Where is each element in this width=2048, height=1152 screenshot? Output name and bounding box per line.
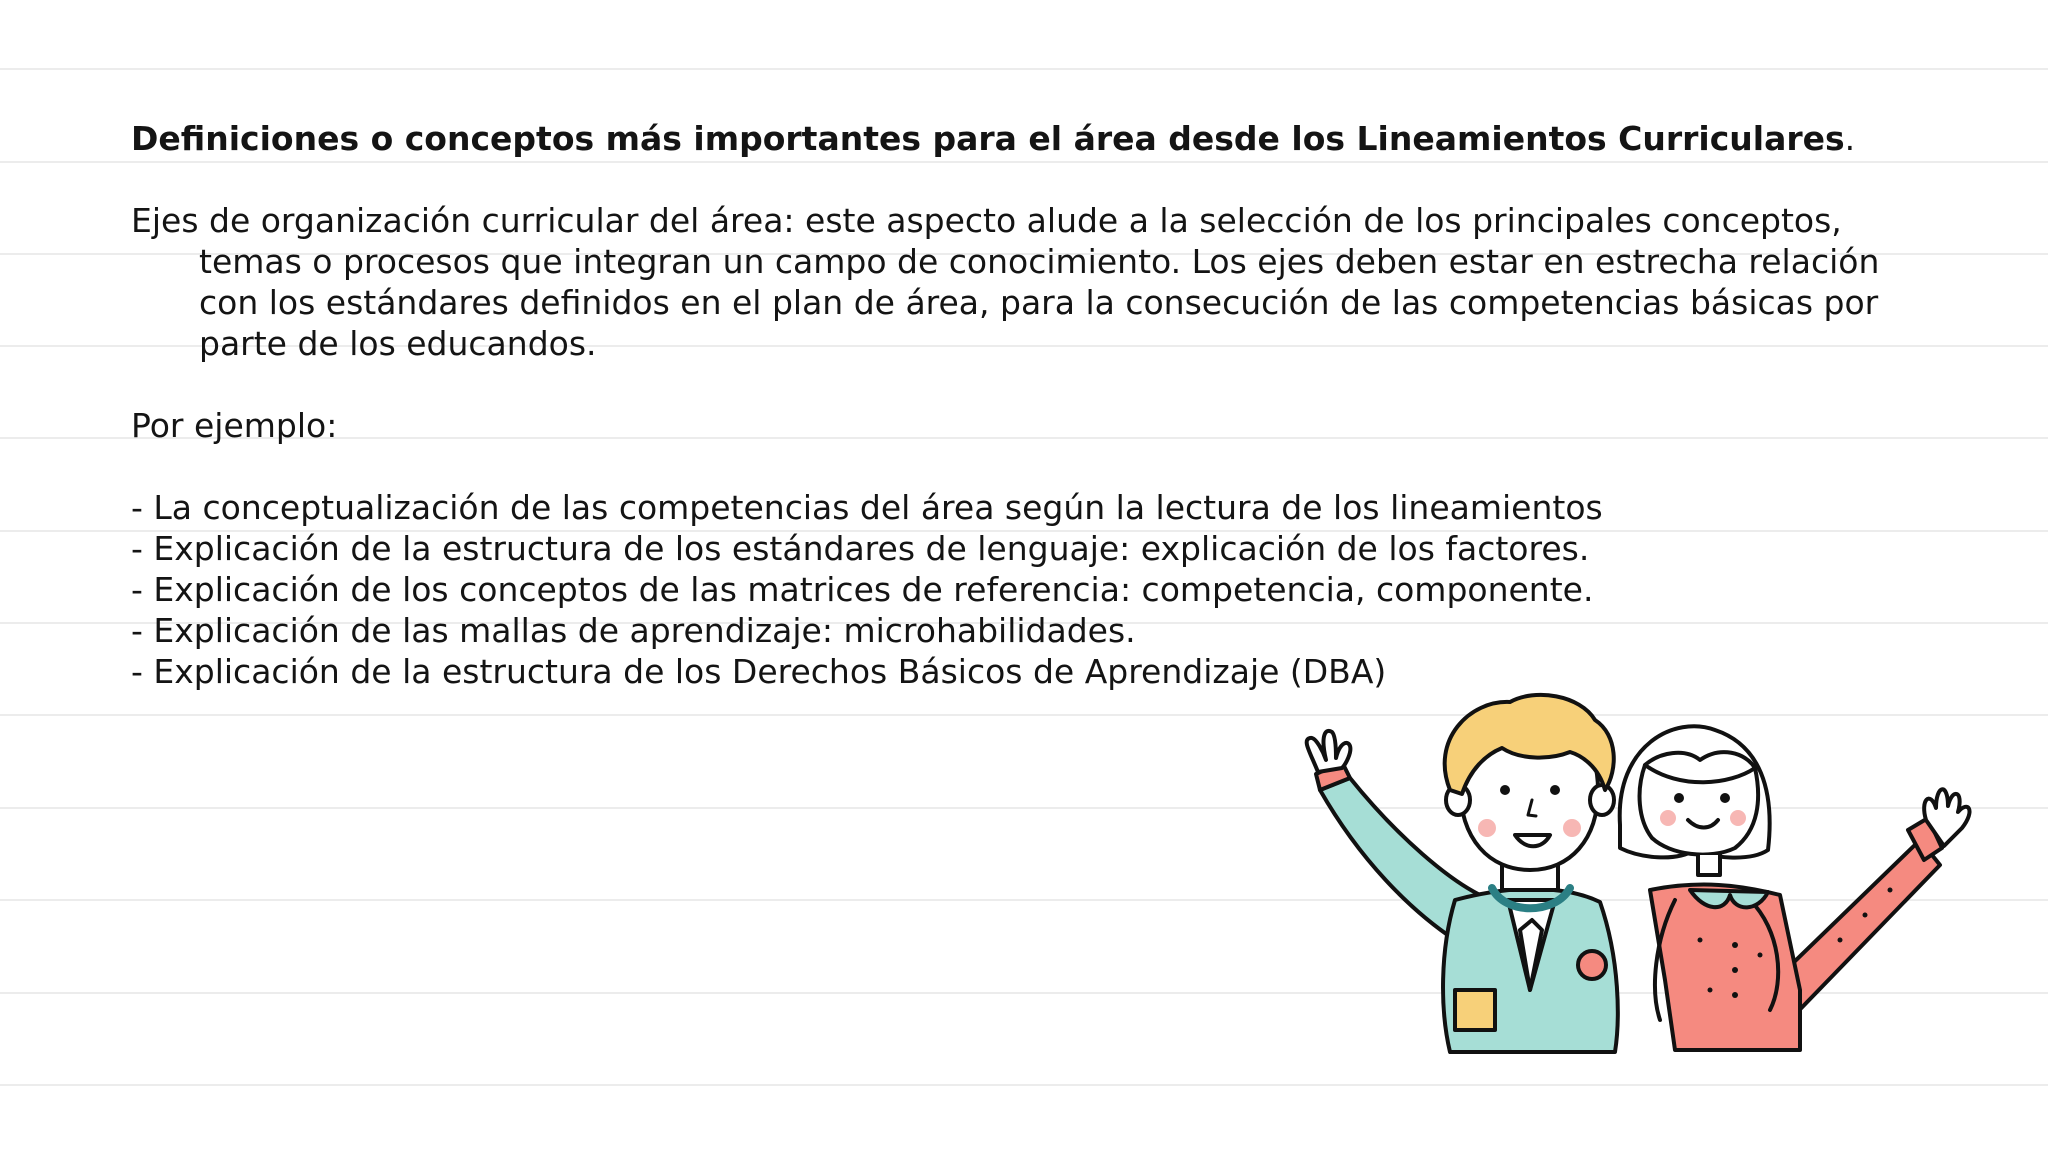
definition-paragraph: Ejes de organización curricular del área: este aspecto alude a la selección de los principales conceptos, temas o procesos que integran un campo de conocimiento. Los ejes deben estar en estrecha relación con los estándares definidos en el plan de área, para la consecución de las competencias básicas por parte de los educandos.: [131, 201, 1880, 363]
list-item: - Explicación de las mallas de aprendizaje: microhabilidades.: [131, 611, 1136, 650]
heading-period: .: [1844, 119, 1856, 158]
list-item: - Explicación de los conceptos de las matrices de referencia: competencia, componente.: [131, 570, 1594, 609]
list-item: - Explicación de la estructura de los estándares de lenguaje: explicación de los factores.: [131, 529, 1590, 568]
example-label: Por ejemplo:: [131, 406, 338, 445]
slide-content: [131, 118, 1911, 692]
slide-heading: [131, 118, 1911, 159]
girl-figure: [1620, 726, 1970, 1050]
children-illustration: [1280, 690, 1980, 1070]
list-item: - La conceptualización de las competencias del área según la lectura de los lineamientos: [131, 488, 1603, 527]
boy-figure: [1307, 695, 1618, 1052]
list-item: - Explicación de la estructura de los Derechos Básicos de Aprendizaje (DBA): [131, 652, 1387, 691]
heading-text: Definiciones o conceptos más importantes para el área desde los Lineamientos Curriculares: [131, 119, 1845, 158]
example-list: [131, 487, 1911, 692]
